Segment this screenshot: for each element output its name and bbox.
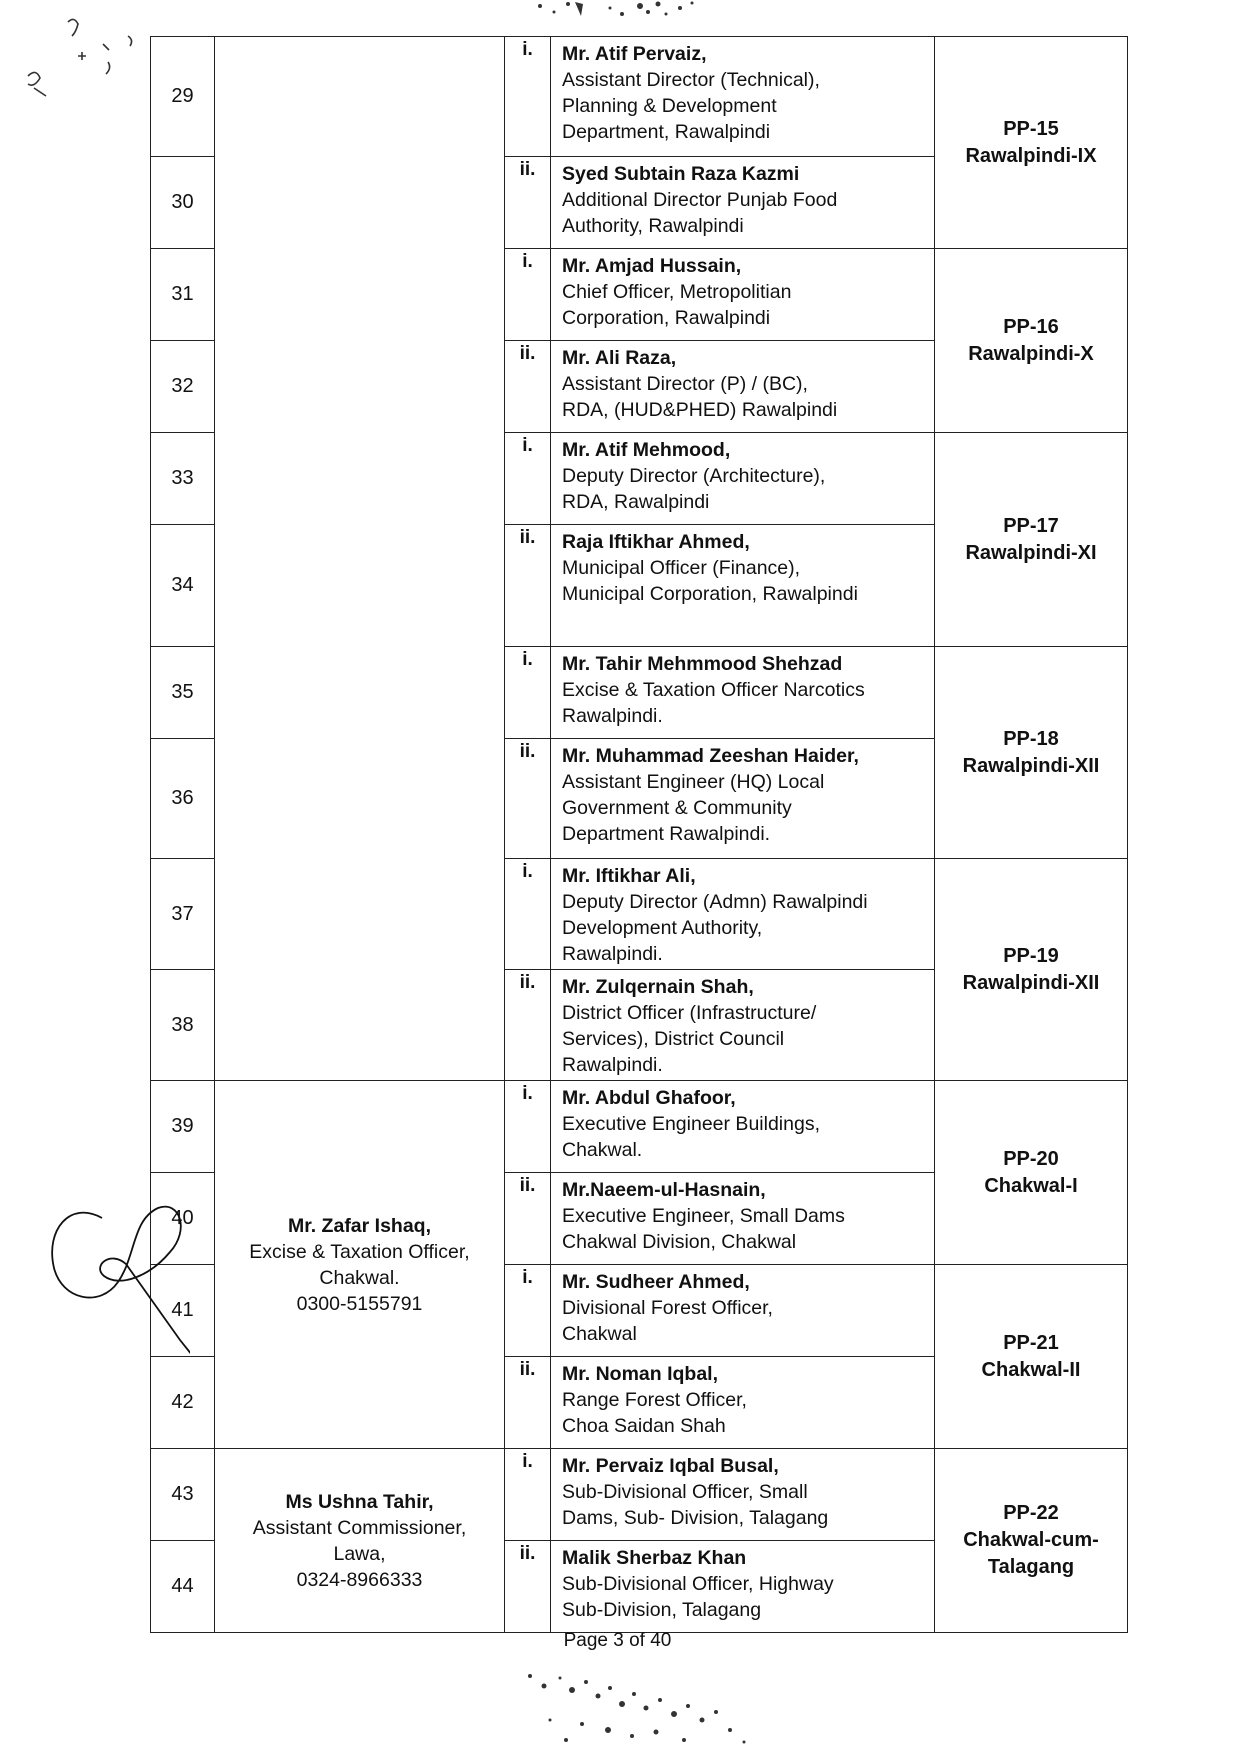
officer-name: Mr. Tahir Mehmmood Shehzad <box>562 653 843 675</box>
serial-number: 32 <box>151 341 215 433</box>
serial-number: 36 <box>151 739 215 859</box>
constituency-code: PP-20 <box>1003 1147 1059 1170</box>
officer-assignment-table <box>150 36 1128 1633</box>
constituency-name: Rawalpindi-X <box>968 342 1094 365</box>
stamp-mark-top <box>520 0 710 24</box>
roman-index: i. <box>505 859 551 970</box>
serial-number: 33 <box>151 433 215 525</box>
officer-designation: Assistant Director (Technical), Planning & Development Department, Rawalpindi <box>562 69 820 143</box>
constituency-cell <box>935 433 1128 647</box>
serial-number: 38 <box>151 970 215 1081</box>
roman-index: i. <box>505 1081 551 1173</box>
handwritten-marks <box>18 14 153 104</box>
serial-number: 37 <box>151 859 215 970</box>
constituency-code: PP-21 <box>1003 1331 1059 1354</box>
officer-name: Mr. Abdul Ghafoor, <box>562 1087 736 1109</box>
returning-officer-details: Assistant Commissioner, Lawa, 0324-8966333 <box>252 1516 467 1591</box>
serial-number: 34 <box>151 525 215 647</box>
serial-number: 29 <box>151 37 215 157</box>
officer-designation: Deputy Director (Architecture), RDA, Rawalpindi <box>562 465 826 513</box>
roman-index: ii. <box>505 1541 551 1633</box>
officer-designation: Municipal Officer (Finance), Municipal Corporation, Rawalpindi <box>562 557 858 605</box>
officer-cell <box>551 157 935 249</box>
serial-number: 30 <box>151 157 215 249</box>
officer-cell <box>551 1541 935 1633</box>
roman-index: ii. <box>505 1357 551 1449</box>
constituency-code: PP-19 <box>1003 944 1059 967</box>
constituency-name: Rawalpindi-XII <box>962 754 1100 777</box>
officer-designation: Executive Engineer, Small Dams Chakwal Division, Chakwal <box>562 1205 845 1253</box>
returning-officer-cell <box>215 1449 505 1633</box>
roman-index: ii. <box>505 525 551 647</box>
officer-cell <box>551 249 935 341</box>
roman-index: i. <box>505 37 551 157</box>
officer-name: Mr. Iftikhar Ali, <box>562 865 696 887</box>
constituency-cell <box>935 859 1128 1081</box>
constituency-code: PP-18 <box>1003 727 1059 750</box>
serial-number: 39 <box>151 1081 215 1173</box>
officer-designation: Assistant Engineer (HQ) Local Government & Community Department Rawalpindi. <box>562 771 825 845</box>
officer-name: Malik Sherbaz Khan <box>562 1547 747 1569</box>
serial-number: 41 <box>151 1265 215 1357</box>
returning-officer-cell-empty <box>215 37 505 1081</box>
officer-designation: Assistant Director (P) / (BC), RDA, (HUD&PHED) Rawalpindi <box>562 373 838 421</box>
serial-number: 35 <box>151 647 215 739</box>
constituency-cell <box>935 249 1128 433</box>
officer-name: Mr. Zulqernain Shah, <box>562 976 754 998</box>
constituency-name: Rawalpindi-XI <box>965 541 1097 564</box>
officer-designation: Chief Officer, Metropolitian Corporation, Rawalpindi <box>562 281 792 329</box>
officer-name: Mr. Noman Iqbal, <box>562 1363 719 1385</box>
table-row <box>151 1081 1128 1173</box>
officer-cell <box>551 647 935 739</box>
constituency-cell <box>935 1265 1128 1449</box>
officer-cell <box>551 970 935 1081</box>
serial-number: 40 <box>151 1173 215 1265</box>
officer-name: Mr.Naeem-ul-Hasnain, <box>562 1179 766 1201</box>
constituency-name: Rawalpindi-XII <box>962 971 1100 994</box>
constituency-code: PP-16 <box>1003 315 1059 338</box>
officer-designation: Additional Director Punjab Food Authority, Rawalpindi <box>562 189 838 237</box>
officer-name: Mr. Atif Pervaiz, <box>562 43 707 65</box>
roman-index: ii. <box>505 341 551 433</box>
officer-cell <box>551 739 935 859</box>
roman-index: ii. <box>505 1173 551 1265</box>
officer-cell <box>551 1449 935 1541</box>
officer-name: Mr. Amjad Hussain, <box>562 255 742 277</box>
officer-cell <box>551 1357 935 1449</box>
officer-name: Syed Subtain Raza Kazmi <box>562 163 800 185</box>
officer-cell <box>551 433 935 525</box>
officer-cell <box>551 1173 935 1265</box>
constituency-cell <box>935 1081 1128 1265</box>
officer-cell <box>551 525 935 647</box>
serial-number: 43 <box>151 1449 215 1541</box>
officer-name: Mr. Sudheer Ahmed, <box>562 1271 750 1293</box>
officer-name: Mr. Ali Raza, <box>562 347 677 369</box>
table-row <box>151 1449 1128 1541</box>
roman-index: i. <box>505 433 551 525</box>
roman-index: ii. <box>505 970 551 1081</box>
officer-name: Mr. Pervaiz Iqbal Busal, <box>562 1455 779 1477</box>
roman-index: i. <box>505 1265 551 1357</box>
constituency-code: PP-17 <box>1003 514 1059 537</box>
constituency-cell <box>935 37 1128 249</box>
officer-designation: Sub-Divisional Officer, Highway Sub-Division, Talagang <box>562 1573 834 1621</box>
constituency-name: Rawalpindi-IX <box>965 144 1097 167</box>
stamp-mark-bottom <box>470 1660 780 1752</box>
officer-designation: Divisional Forest Officer, Chakwal <box>562 1297 773 1345</box>
officer-designation: Executive Engineer Buildings, Chakwal. <box>562 1113 820 1161</box>
officer-designation: Deputy Director (Admn) Rawalpindi Development Authority, Rawalpindi. <box>562 891 868 965</box>
roman-index: ii. <box>505 739 551 859</box>
constituency-name: Chakwal-II <box>981 1358 1081 1381</box>
roman-index: i. <box>505 1449 551 1541</box>
officer-designation: Excise & Taxation Officer Narcotics Rawalpindi. <box>562 679 865 727</box>
serial-number: 42 <box>151 1357 215 1449</box>
returning-officer-cell <box>215 1081 505 1449</box>
returning-officer-name: Mr. Zafar Ishaq, <box>287 1214 432 1237</box>
roman-index: ii. <box>505 157 551 249</box>
constituency-code: PP-22 <box>1003 1502 1059 1524</box>
officer-cell <box>551 859 935 970</box>
officer-designation: District Officer (Infrastructure/ Services), District Council Rawalpindi. <box>562 1002 817 1076</box>
officer-name: Raja Iftikhar Ahmed, <box>562 531 750 553</box>
roman-index: i. <box>505 647 551 739</box>
handwritten-signature <box>40 1190 190 1370</box>
officer-cell <box>551 341 935 433</box>
officer-name: Mr. Muhammad Zeeshan Haider, <box>562 745 859 767</box>
officer-cell <box>551 37 935 157</box>
constituency-name: Chakwal-cum- Talagang <box>963 1529 1099 1578</box>
serial-number: 31 <box>151 249 215 341</box>
officer-designation: Sub-Divisional Officer, Small Dams, Sub- Division, Talagang <box>562 1481 829 1529</box>
officer-name: Mr. Atif Mehmood, <box>562 439 731 461</box>
returning-officer-name: Ms Ushna Tahir, <box>285 1490 434 1513</box>
constituency-code: PP-15 <box>1003 117 1059 140</box>
table-row <box>151 37 1128 157</box>
constituency-cell <box>935 1449 1128 1633</box>
roman-index: i. <box>505 249 551 341</box>
returning-officer-details: Excise & Taxation Officer, Chakwal. 0300-5155791 <box>249 1240 470 1315</box>
constituency-name: Chakwal-I <box>984 1174 1078 1197</box>
officer-cell <box>551 1265 935 1357</box>
page-number: Page 3 of 40 <box>563 1630 672 1651</box>
officer-cell <box>551 1081 935 1173</box>
serial-number: 44 <box>151 1541 215 1633</box>
officer-designation: Range Forest Officer, Choa Saidan Shah <box>562 1389 747 1437</box>
constituency-cell <box>935 647 1128 859</box>
